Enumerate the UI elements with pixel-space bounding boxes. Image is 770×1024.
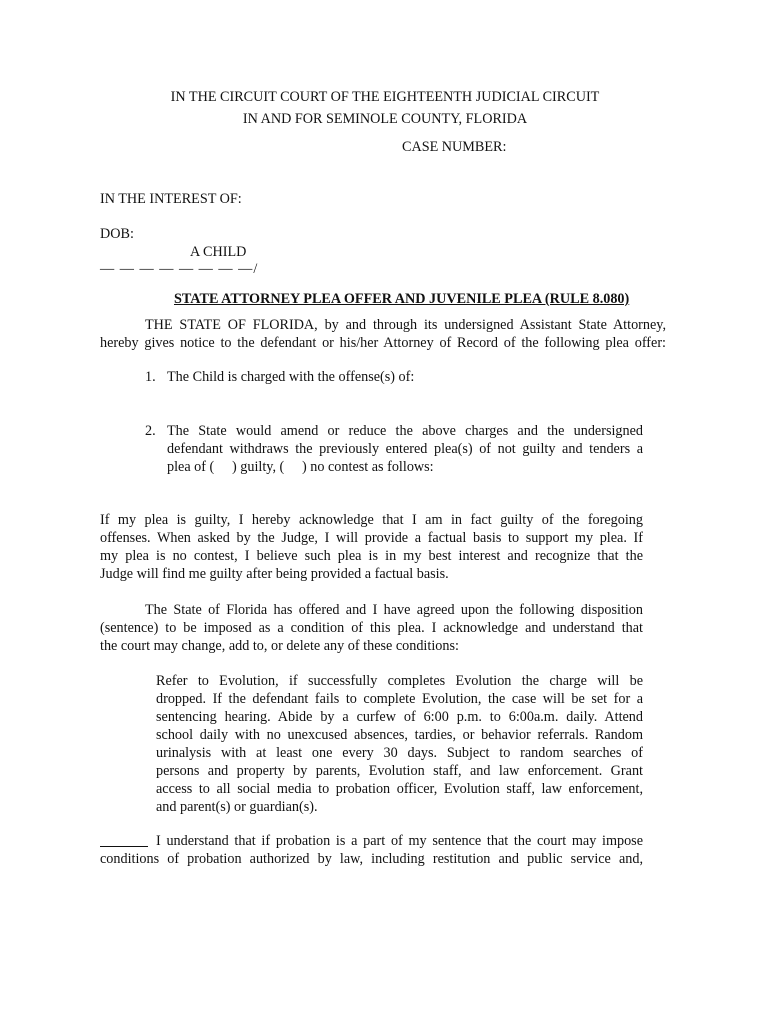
intro-line2: hereby gives notice to the defendant or his/her Attorney of Record of the following plea offer: [100, 335, 666, 351]
guilty-para-line4: Judge will find me guilty after being provided a factual basis. [100, 566, 449, 582]
court-name-line1: IN THE CIRCUIT COURT OF THE EIGHTEENTH JUDICIAL CIRCUIT [170, 89, 600, 105]
conditions-line6: persons and property by parents, Evolution staff, and law enforcement. Grant [156, 763, 643, 779]
item2-line2: defendant withdraws the previously entered plea(s) of not guilty and tenders a [167, 441, 643, 457]
conditions-line7: access to all social media to probation officer, Evolution staff, law enforcement, [156, 781, 643, 797]
caption-separator: — — — — — — — —/ [100, 261, 259, 277]
guilty-para-line2: offenses. When asked by the Judge, I will provide a factual basis to support my plea. If [100, 530, 643, 546]
initials-blank[interactable] [100, 832, 148, 852]
guilty-para-line3: my plea is no contest, I believe such plea is in my best interest and recognize that the [100, 548, 643, 564]
item2-line1: The State would amend or reduce the above charges and the undersigned [167, 423, 643, 439]
initials-underline[interactable] [100, 832, 148, 847]
conditions-line2: dropped. If the defendant fails to complete Evolution, the case will be set for a [156, 691, 643, 707]
item2-line3: plea of ( ) guilty, ( ) no contest as follows: [167, 459, 434, 475]
item1-text: The Child is charged with the offense(s) of: [167, 369, 415, 385]
item2-number: 2. [145, 423, 156, 439]
conditions-line4: school daily with no unexcused absences, tardies, or behavior referrals. Random [156, 727, 643, 743]
conditions-line5: urinalysis with at least one every 30 days. Subject to random searches of [156, 745, 643, 761]
dob-label: DOB: [100, 226, 134, 242]
disposition-line3: the court may change, add to, or delete any of these conditions: [100, 638, 459, 654]
a-child-label: A CHILD [190, 244, 247, 260]
intro-line1: THE STATE OF FLORIDA, by and through its undersigned Assistant State Attorney, [145, 317, 666, 333]
case-number-label: CASE NUMBER: [402, 139, 507, 155]
probation-line1: I understand that if probation is a part of my sentence that the court may impose [156, 833, 643, 849]
interest-of-label: IN THE INTEREST OF: [100, 191, 242, 207]
conditions-line3: sentencing hearing. Abide by a curfew of 6:00 p.m. to 6:00a.m. daily. Attend [156, 709, 643, 725]
disposition-line1: The State of Florida has offered and I have agreed upon the following disposition [145, 602, 643, 618]
court-name-line2: IN AND FOR SEMINOLE COUNTY, FLORIDA [242, 111, 528, 127]
guilty-para-line1: If my plea is guilty, I hereby acknowledge that I am in fact guilty of the foregoing [100, 512, 643, 528]
probation-line2: conditions of probation authorized by law, including restitution and public service and, [100, 851, 643, 867]
disposition-line2: (sentence) to be imposed as a condition of this plea. I acknowledge and understand that [100, 620, 643, 636]
conditions-line8: and parent(s) or guardian(s). [156, 799, 318, 815]
document-title: STATE ATTORNEY PLEA OFFER AND JUVENILE PLEA (RULE 8.080) [174, 291, 630, 307]
item1-number: 1. [145, 369, 156, 385]
conditions-line1: Refer to Evolution, if successfully completes Evolution the charge will be [156, 673, 643, 689]
